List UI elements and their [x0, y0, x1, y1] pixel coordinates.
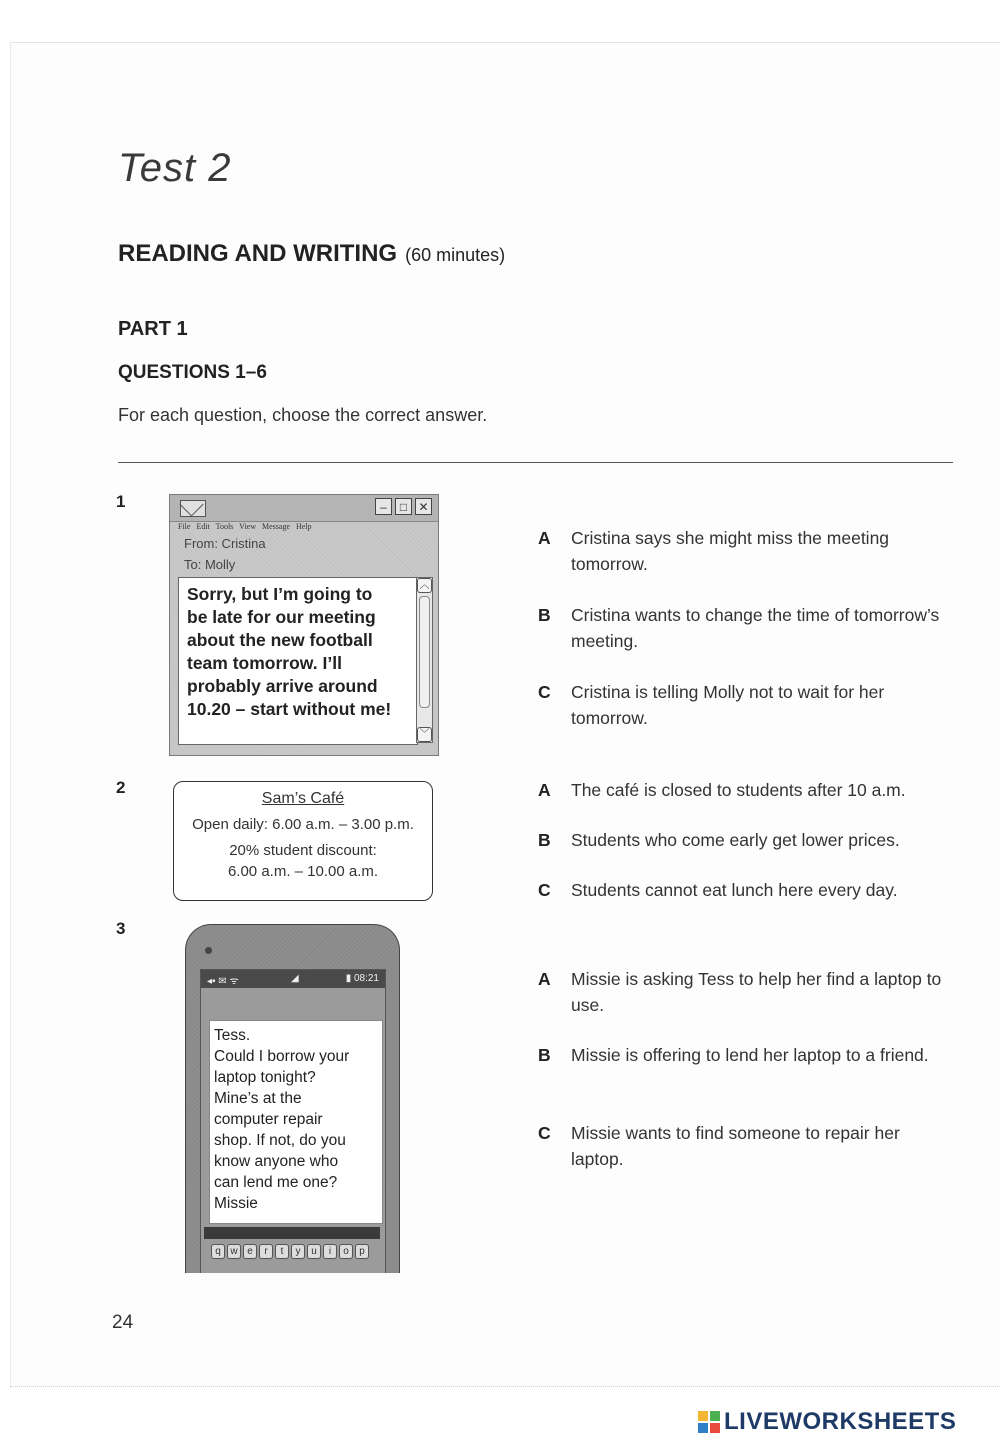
cafe-discount-times: 6.00 a.m. – 10.00 a.m. [227, 863, 379, 880]
phone-input-bar [204, 1227, 380, 1239]
q1-option-b [538, 602, 948, 654]
cafe-sign [173, 781, 433, 901]
option-letter: A [538, 780, 551, 800]
phone-message [209, 1020, 383, 1224]
scroll-thumb [419, 596, 430, 708]
key: i [323, 1244, 337, 1259]
option-text: The café is closed to students after 10 a.m. [571, 780, 906, 800]
email-message: Sorry, but I’m going to be late for our meeting about the new football team tomorrow. I’ll probably arrive around 10.20 – start without me! [187, 584, 392, 719]
key: w [227, 1244, 241, 1259]
email-to: To: Molly [184, 557, 236, 572]
window-controls [375, 498, 432, 515]
watermark-logo[interactable] [698, 1408, 956, 1436]
option-letter: C [538, 682, 551, 702]
email-from: From: Cristina [184, 536, 266, 551]
option-letter: B [538, 1045, 551, 1065]
questions-title: QUESTIONS 1–6 [118, 362, 267, 383]
q2-option-a [538, 777, 968, 803]
instruction-text: For each question, choose the correct answer. [118, 405, 488, 425]
key: q [211, 1244, 225, 1259]
icon-square [698, 1411, 708, 1421]
cafe-discount: 20% student discount: [229, 842, 377, 859]
key: r [259, 1244, 273, 1259]
question-number-3: 3 [116, 919, 126, 938]
key: p [355, 1244, 369, 1259]
email-menu: File Edit Tools View Message Help [178, 522, 312, 531]
q3-option-c [538, 1120, 948, 1172]
option-text: Cristina is telling Molly not to wait for her tomorrow. [571, 682, 885, 728]
key: o [339, 1244, 353, 1259]
q2-option-c [538, 877, 968, 903]
key: t [275, 1244, 289, 1259]
option-letter: C [538, 1123, 551, 1143]
option-letter: C [538, 880, 551, 900]
divider [118, 462, 953, 463]
minimize-icon: – [375, 498, 392, 515]
close-icon: ✕ [415, 498, 432, 515]
camera-icon [205, 947, 212, 954]
section-duration: (60 minutes) [405, 245, 506, 265]
watermark-text: LIVEWORKSHEETS [724, 1408, 957, 1435]
icon-square [710, 1411, 720, 1421]
q1-option-a [538, 525, 948, 577]
section-title [118, 240, 505, 268]
email-body [178, 577, 418, 745]
section-title-text: READING AND WRITING [118, 240, 398, 267]
signal-icon: ◢ [291, 973, 299, 984]
email-titlebar [170, 495, 438, 522]
test-title: Test 2 [118, 146, 232, 190]
option-text: Students cannot eat lunch here every day. [571, 880, 898, 900]
icon-square [710, 1423, 720, 1433]
scroll-up-icon: ︿ [417, 578, 432, 593]
part-title: PART 1 [118, 318, 188, 340]
option-text: Missie is asking Tess to help her find a laptop to use. [571, 969, 942, 1015]
cafe-name: Sam’s Café [261, 790, 345, 807]
option-letter: A [538, 969, 551, 989]
email-window [169, 494, 439, 756]
scroll-down-icon: ﹀ [417, 727, 432, 742]
option-letter: A [538, 528, 551, 548]
phone-keyboard [211, 1244, 381, 1273]
envelope-icon [180, 500, 206, 517]
liveworksheets-icon [698, 1411, 720, 1433]
email-scrollbar [416, 577, 433, 743]
icon-square [698, 1423, 708, 1433]
key: y [291, 1244, 305, 1259]
cafe-hours: Open daily: 6.00 a.m. – 3.00 p.m. [192, 816, 414, 833]
key: u [307, 1244, 321, 1259]
status-icons: ◂▪ ✉ ᯤ [207, 976, 239, 987]
q1-option-c [538, 679, 948, 731]
phone-screen [200, 969, 386, 1273]
option-letter: B [538, 605, 551, 625]
phone-message-text: Tess. Could I borrow your laptop tonight? Mine’s at the computer repair shop. If not, do you know anyone who can lend me one? Missie [214, 1027, 350, 1212]
phone-illustration [185, 924, 400, 1273]
clock-time: 08:21 [353, 973, 379, 984]
q2-option-b [538, 827, 968, 853]
option-text: Cristina wants to change the time of tomorrow’s meeting. [571, 605, 940, 651]
page-bottom-edge [10, 1386, 1000, 1388]
phone-status-bar [201, 970, 385, 988]
question-number-2: 2 [116, 778, 126, 797]
page-number: 24 [112, 1312, 134, 1333]
option-text: Students who come early get lower prices. [571, 830, 900, 850]
question-number-1: 1 [116, 492, 126, 511]
option-text: Cristina says she might miss the meeting tomorrow. [571, 528, 890, 574]
option-letter: B [538, 830, 551, 850]
q3-option-a [538, 966, 948, 1018]
maximize-icon: □ [395, 498, 412, 515]
option-text: Missie is offering to lend her laptop to a friend. [571, 1045, 929, 1065]
option-text: Missie wants to find someone to repair her laptop. [571, 1123, 900, 1169]
q3-option-b [538, 1042, 948, 1068]
key: e [243, 1244, 257, 1259]
status-time: ▮ 08:21 [345, 973, 379, 984]
